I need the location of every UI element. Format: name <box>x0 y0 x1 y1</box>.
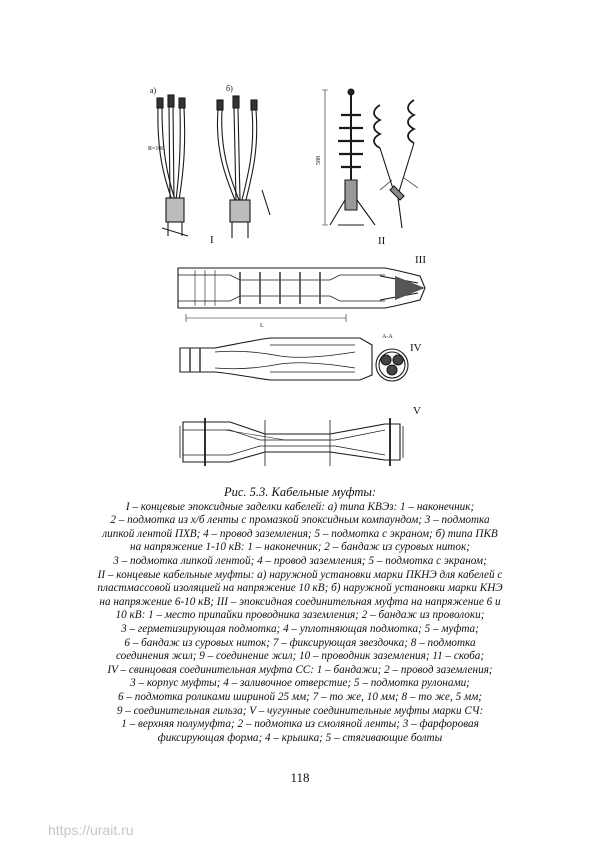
roman-label-V: V <box>413 405 421 417</box>
cross-section-a-a <box>376 334 408 381</box>
caption-line: 1 – верхняя полумуфта; 2 – подмотка из смоляной ленты; 3 – фарфоровая <box>121 718 479 731</box>
drawing-II <box>316 89 418 247</box>
caption-line: на напряжение 1-10 кВ: 1 – наконечник; 2 – бандаж из суровых ниток; <box>130 541 470 554</box>
caption-line: 10 кВ: 1 – место припайки проводника заземления; 2 – бандаж из проволоки; <box>115 609 485 622</box>
caption-line: соединения жил; 9 – соединение жил; 10 – проводник заземления; 11 – скоба; <box>115 650 485 663</box>
source-watermark: https://urait.ru <box>48 822 134 838</box>
figure-caption <box>70 486 530 745</box>
termination-a <box>148 86 188 236</box>
caption-line: липкой лентой ПХВ; 4 – провод заземления; 5 – подмотка с экраном; б) типа ПКВ <box>102 527 498 540</box>
caption-line: фиксирующая форма; 4 – крышка; 5 – стягивающие болты <box>157 731 443 744</box>
caption-line: II – концевые кабельные муфты: а) наружной установки марки ПКНЭ для кабелей с <box>97 568 503 581</box>
termination-kne <box>374 100 418 228</box>
roman-label-IV: IV <box>410 342 422 354</box>
section-marker: А-А <box>382 334 393 340</box>
termination-pkne <box>330 89 375 225</box>
roman-label-III: III <box>415 254 426 266</box>
drawing-V <box>180 405 421 466</box>
drawing-I <box>148 84 270 246</box>
page-number: 118 <box>290 770 310 785</box>
drawing-IV <box>180 334 422 381</box>
svg-text:R=100: R=100 <box>148 146 165 152</box>
svg-text:б): б) <box>226 84 233 93</box>
caption-line: 6 – бандаж из суровых ниток; 7 – фиксирующая звездочка; 8 – подмотка <box>124 636 476 649</box>
caption-title: Рис. 5.3. Кабельные муфты: <box>223 485 376 499</box>
caption-line: на напряжение 6-10 кВ; III – эпоксидная соединительная муфта на напряжение 6 и <box>99 595 501 608</box>
caption-line: 6 – подмотка роликами шириной 25 мм; 7 – то же, 10 мм; 8 – то же, 5 мм; <box>118 690 482 703</box>
caption-line: I – концевые эпоксидные заделки кабелей: а) типа КВЭз: 1 – наконечник; <box>125 500 475 513</box>
caption-line: 2 – подмотка из х/б ленты с промазкой эпоксидным компаундом; 3 – подмотка <box>110 514 490 527</box>
caption-line: IV – свинцовая соединительная муфта СС: 1 – бандажи; 2 – провод заземления; <box>107 663 493 676</box>
svg-text:588: 588 <box>316 156 322 165</box>
svg-text:a): a) <box>150 86 157 95</box>
caption-line: 9 – соединительная гильза; V – чугунные соединительные муфты марки СЧ: <box>116 704 484 717</box>
caption-line: 3 – корпус муфты; 4 – заливочное отверстие; 5 – подмотка рулонами; <box>130 677 470 690</box>
caption-line: 3 – подмотка липкой лентой; 4 – провод заземления; 5 – подмотка с экраном; <box>113 554 487 567</box>
drawing-III <box>178 254 426 329</box>
roman-label-I: I <box>210 234 214 246</box>
roman-label-II: II <box>378 235 386 247</box>
caption-line: пластмассовой изоляцией на напряжение 10 кВ; б) наружной установки марки КНЭ <box>97 582 503 595</box>
termination-b <box>217 84 270 238</box>
caption-line: 3 – герметизирующая подмотка; 4 – уплотняющая подмотка; 5 – муфта; <box>121 622 479 635</box>
svg-text:L: L <box>260 323 264 329</box>
